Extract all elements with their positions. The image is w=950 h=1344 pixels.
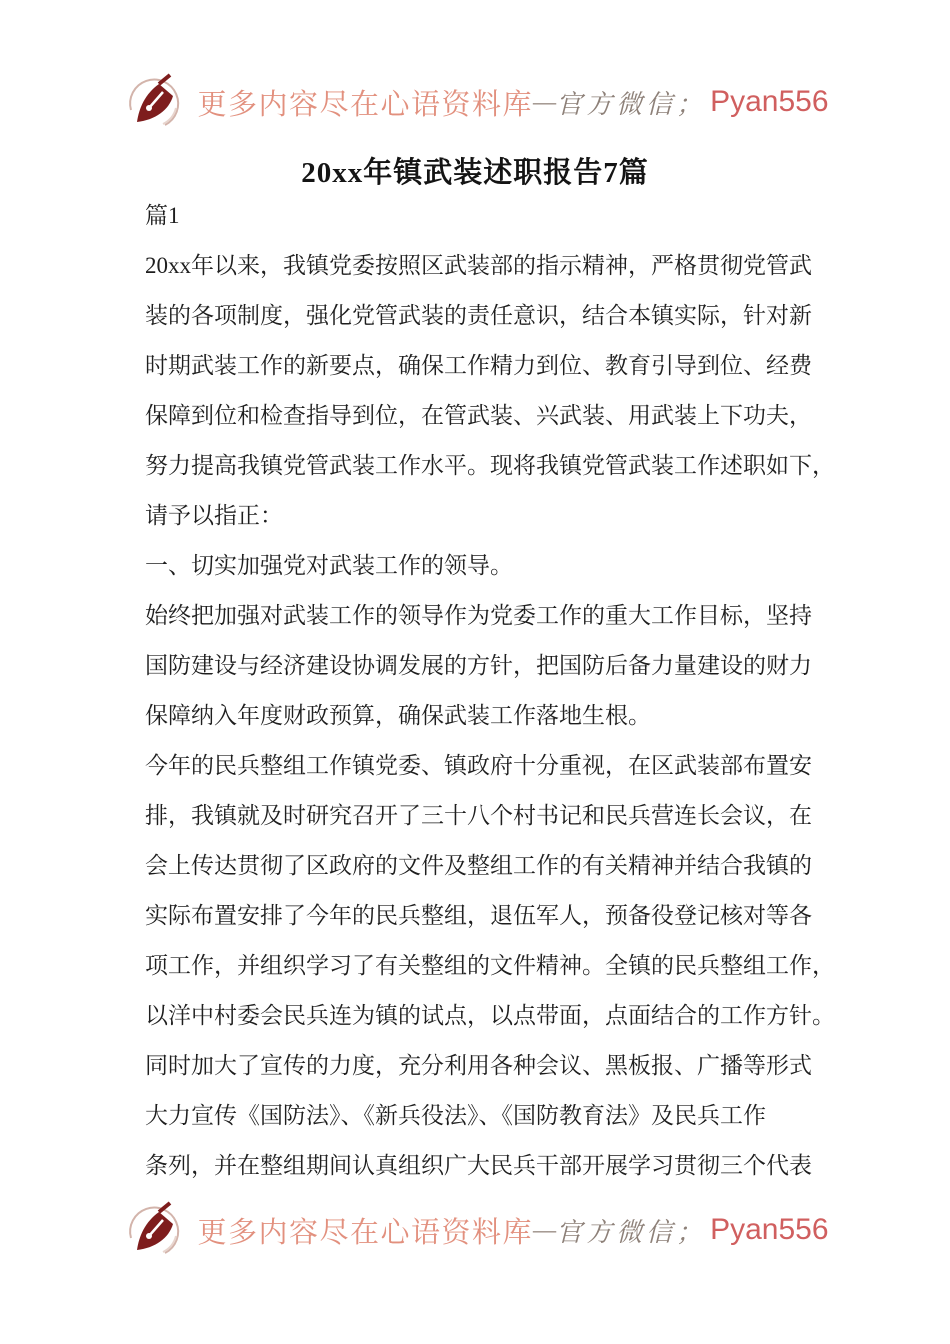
banner-separator: — <box>532 87 557 116</box>
text-line: 国防建设与经济建设协调发展的方针，把国防后备力量建设的财力 <box>145 653 812 678</box>
text-line: 大力宣传《国防法》、《新兵役法》、《国防教育法》及民兵工作 <box>145 1103 766 1128</box>
banner-wechat-id: Pyan556 <box>710 85 829 118</box>
banner-wechat-label: 官方微信； <box>556 89 707 119</box>
banner-separator: — <box>532 1215 557 1244</box>
text-line: 20xx年以来，我镇党委按照区武装部的指示精神，严格贯彻党管武 <box>145 253 812 278</box>
text-line: 实际布置安排了今年的民兵整组，退伍军人，预备役登记核对等各 <box>145 903 812 928</box>
text-line: 努力提高我镇党管武装工作水平。现将我镇党管武装工作述职如下， <box>145 453 835 478</box>
section-label: 篇1 <box>145 203 180 228</box>
banner-wechat-id: Pyan556 <box>710 1213 829 1246</box>
text-line-heading: 一、切实加强党对武装工作的领导。 <box>145 553 513 578</box>
footer-banner <box>0 1198 950 1262</box>
header-banner <box>0 70 950 134</box>
text-line: 项工作，并组织学习了有关整组的文件精神。全镇的民兵整组工作， <box>145 953 835 978</box>
text-line: 以洋中村委会民兵连为镇的试点，以点带面，点面结合的工作方针。 <box>145 1003 835 1028</box>
text-line: 装的各项制度，强化党管武装的责任意识，结合本镇实际，针对新 <box>145 303 812 328</box>
text-line: 始终把加强对武装工作的领导作为党委工作的重大工作目标，坚持 <box>145 603 812 628</box>
text-line: 排，我镇就及时研究召开了三十八个村书记和民兵营连长会议，在 <box>145 803 812 828</box>
document-title: 20xx年镇武装述职报告7篇 <box>301 157 649 189</box>
banner-wechat-label: 官方微信； <box>556 1217 707 1247</box>
banner-brand-text: 更多内容尽在心语资料库 <box>197 1216 533 1249</box>
text-line: 时期武装工作的新要点，确保工作精力到位、教育引导到位、经费 <box>145 353 812 378</box>
text-line: 今年的民兵整组工作镇党委、镇政府十分重视，在区武装部布置安 <box>145 753 812 778</box>
banner-brand-text: 更多内容尽在心语资料库 <box>197 88 533 121</box>
text-line: 保障到位和检查指导到位，在管武装、兴武装、用武装上下功夫， <box>145 403 812 428</box>
text-line: 条列，并在整组期间认真组织广大民兵干部开展学习贯彻三个代表 <box>145 1153 812 1178</box>
text-line: 保障纳入年度财政预算，确保武装工作落地生根。 <box>145 703 651 728</box>
pen-nib-logo-icon <box>121 70 185 134</box>
text-line: 会上传达贯彻了区政府的文件及整组工作的有关精神并结合我镇的 <box>145 853 812 878</box>
pen-nib-logo-icon <box>121 1198 185 1262</box>
text-line: 同时加大了宣传的力度，充分利用各种会议、黑板报、广播等形式 <box>145 1053 812 1078</box>
document-body <box>145 191 835 1191</box>
text-line: 请予以指正： <box>145 503 283 528</box>
